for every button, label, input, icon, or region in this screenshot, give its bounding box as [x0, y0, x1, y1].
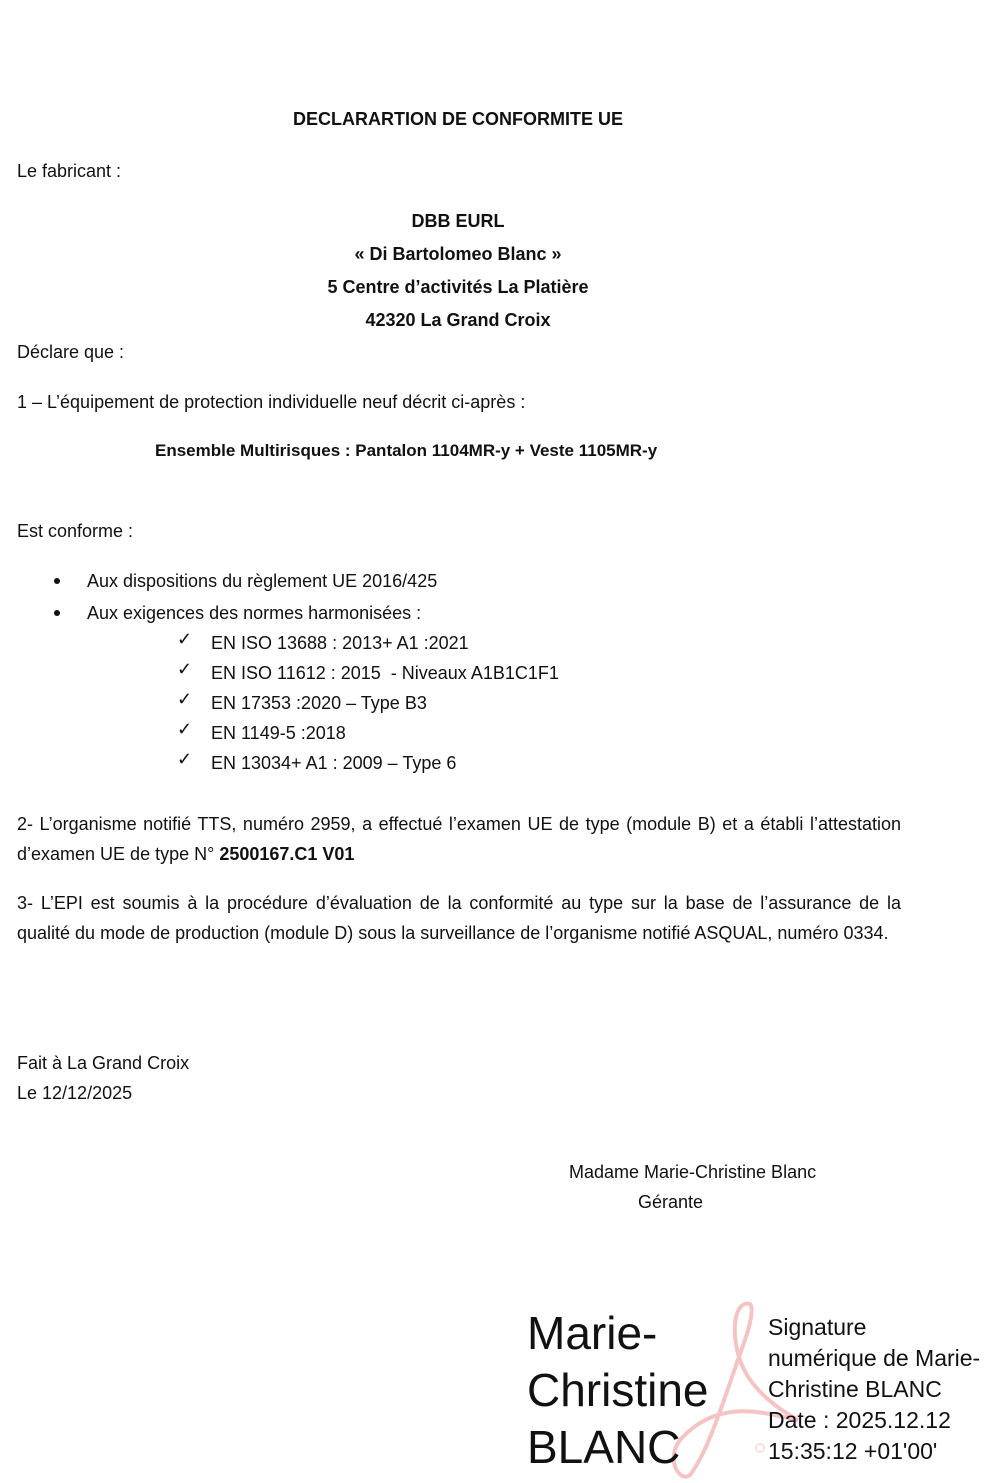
signature-name-line: Marie- [527, 1307, 658, 1359]
declares-label: Déclare que : [17, 342, 125, 362]
signatory-name: Madame Marie-Christine Blanc [569, 1162, 817, 1182]
standard-item: EN 17353 :2020 – Type B3 [211, 693, 427, 713]
manufacturer-full-name: « Di Bartolomeo Blanc » [354, 244, 562, 264]
item-3-paragraph: 3- L’EPI est soumis à la procédure d’évaluation de la conformité au type sur la base de l’assurance de la qualité du mode de production (module D) sous la surveillance de l’organisme notifié ASQUAL, numéro 0334. [17, 893, 901, 943]
bullet-item: Aux dispositions du règlement UE 2016/425 [87, 571, 438, 591]
conform-label: Est conforme : [17, 521, 134, 541]
signature-info-line: 15:35:12 +01'00' [768, 1438, 938, 1464]
standard-item: EN ISO 13688 : 2013+ A1 :2021 [211, 633, 469, 653]
manufacturer-label: Le fabricant : [17, 161, 122, 181]
product-name: Ensemble Multirisques : Pantalon 1104MR-y + Veste 1105MR-y [155, 441, 658, 460]
checkmark-icon: ✓ [177, 719, 193, 739]
manufacturer-name: DBB EURL [411, 211, 505, 231]
signature-name-line: Christine [527, 1364, 709, 1416]
signature-info-line: Signature [768, 1314, 867, 1340]
manufacturer-address-line1: 5 Centre d’activités La Platière [327, 277, 589, 297]
checkmark-icon: ✓ [177, 689, 193, 709]
signature-name-line: BLANC [527, 1421, 681, 1473]
date-text: Le 12/12/2025 [17, 1083, 133, 1103]
checkmark-icon: ✓ [177, 749, 193, 769]
manufacturer-address-line2: 42320 La Grand Croix [365, 310, 551, 330]
document-title: DECLARARTION DE CONFORMITE UE [293, 109, 623, 129]
checkmark-icon: ✓ [177, 659, 193, 679]
signature-info-line: numérique de Marie- [768, 1345, 981, 1371]
standard-item: EN 1149-5 :2018 [211, 723, 346, 743]
bullet-icon [54, 610, 60, 616]
standard-item: EN 13034+ A1 : 2009 – Type 6 [211, 753, 457, 773]
item-2-text: 2- L’organisme notifié TTS, numéro 2959, a effectué l’examen UE de type (module B) et a établi l’attestation d’examen UE de type N° [17, 814, 901, 864]
signatory-role: Gérante [638, 1192, 704, 1212]
bullet-icon [54, 578, 60, 584]
certificate-number: 2500167.C1 V01 [219, 844, 355, 864]
item-1-text: 1 – L’équipement de protection individuelle neuf décrit ci-après : [17, 392, 526, 412]
checkmark-icon: ✓ [177, 629, 193, 649]
standard-item: EN ISO 11612 : 2015 - Niveaux A1B1C1F1 [211, 663, 559, 683]
signature-info-line: Date : 2025.12.12 [768, 1407, 951, 1433]
bullet-item: Aux exigences des normes harmonisées : [87, 603, 422, 623]
signature-info-line: Christine BLANC [768, 1376, 942, 1402]
item-2-paragraph [17, 809, 901, 869]
place-text: Fait à La Grand Croix [17, 1053, 190, 1073]
